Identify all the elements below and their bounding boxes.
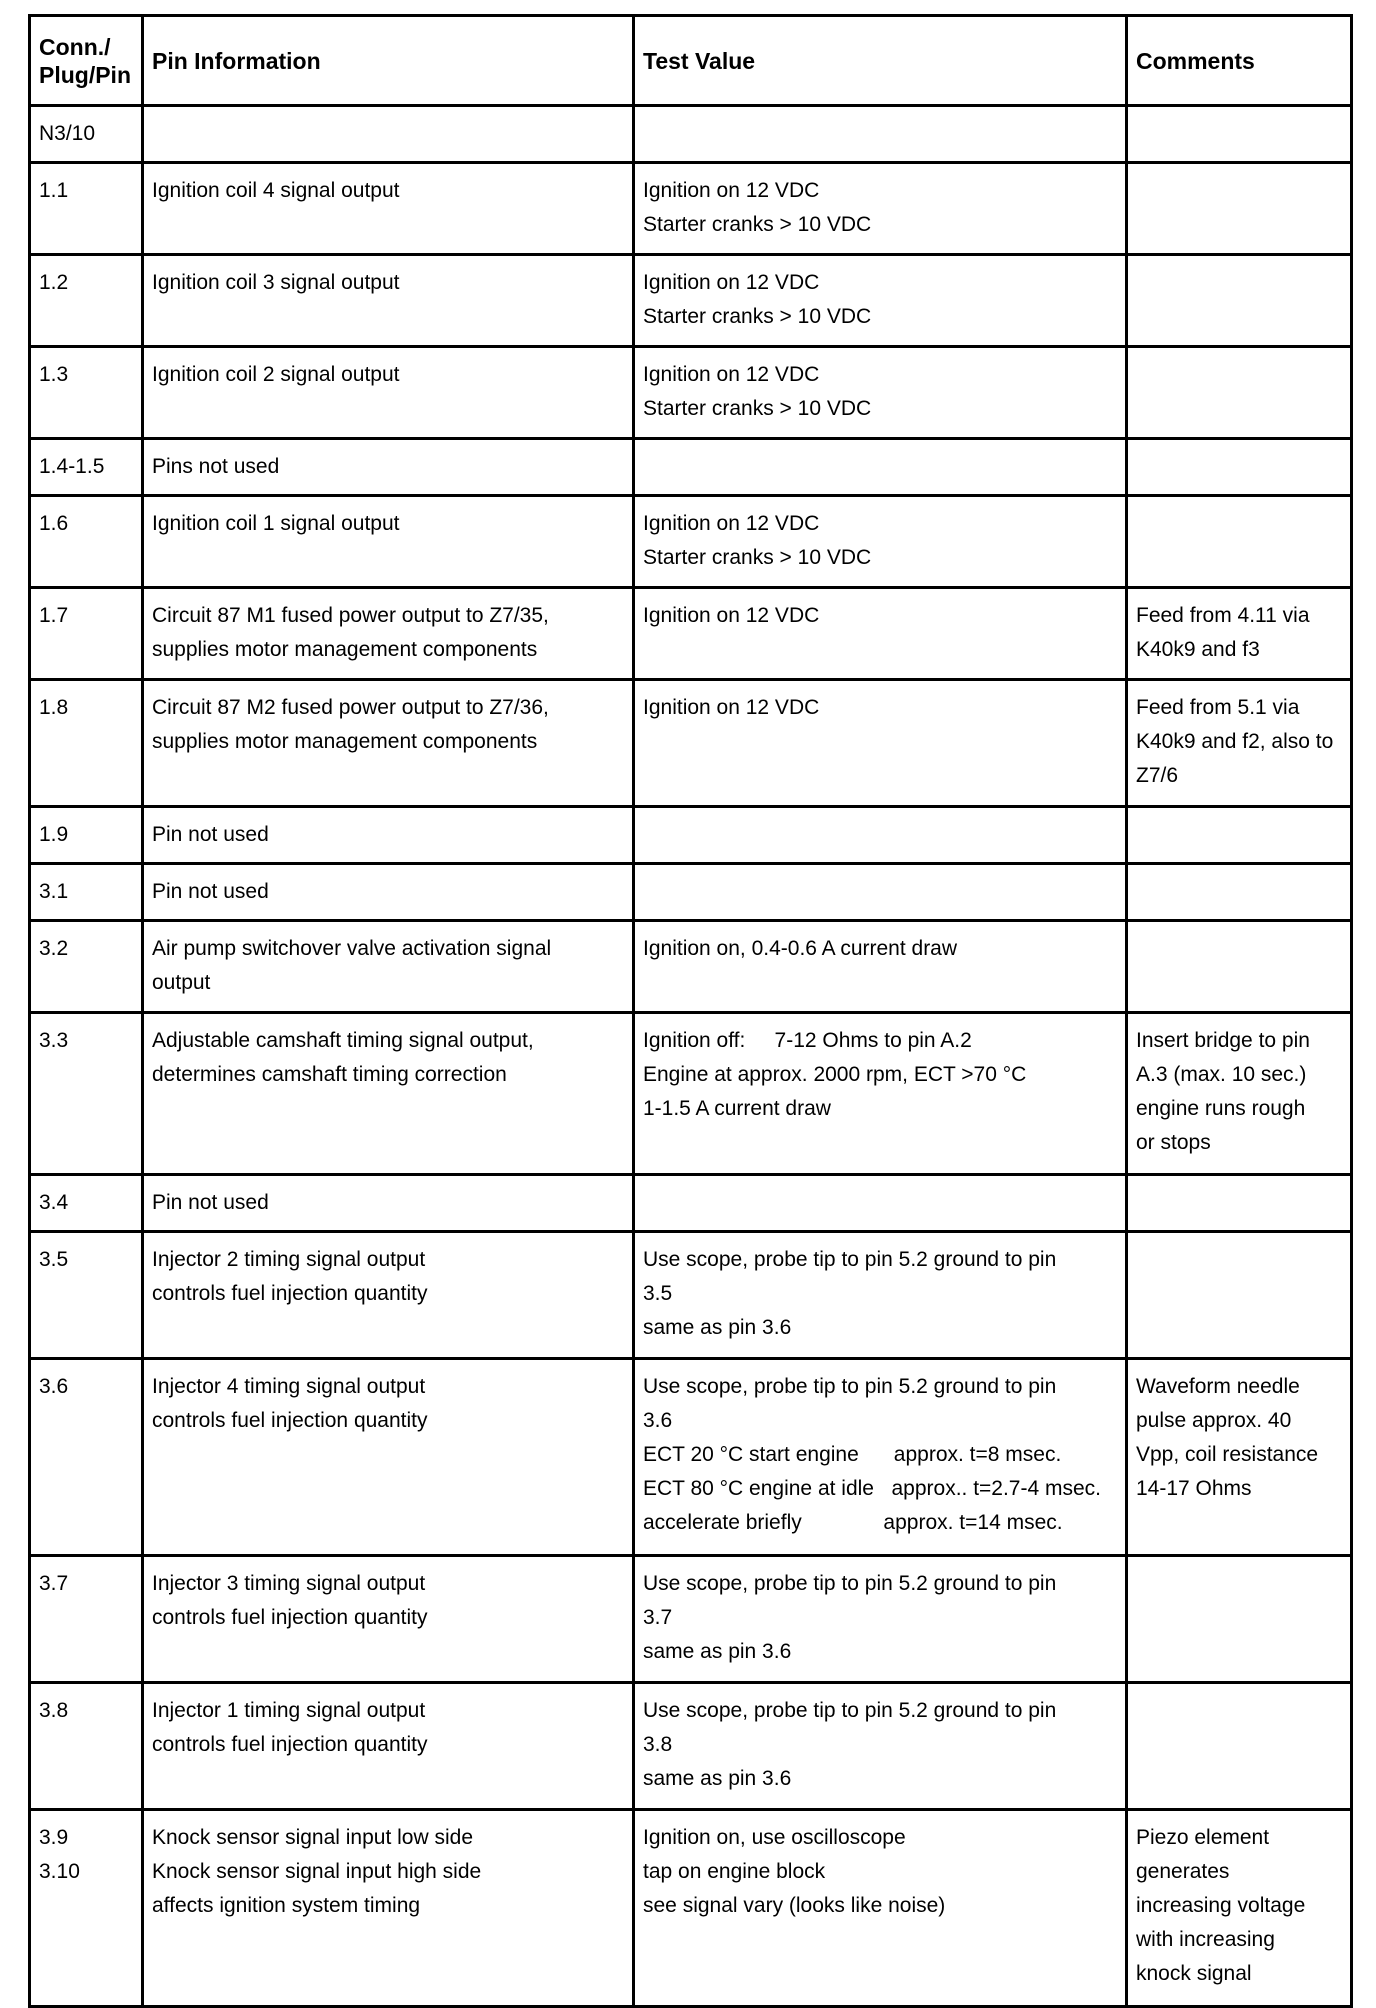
cell-conn-line: 3.1 bbox=[39, 880, 69, 903]
cell-pin-info bbox=[143, 1683, 634, 1810]
cell-pin-info-line: Knock sensor signal input high side bbox=[152, 1860, 482, 1883]
cell-conn-line: 1.1 bbox=[39, 179, 69, 202]
cell-pin-info bbox=[143, 680, 634, 807]
cell-conn bbox=[30, 1810, 143, 2007]
cell-test-value-line: 3.8 bbox=[643, 1733, 673, 1756]
cell-conn bbox=[30, 680, 143, 807]
table-row bbox=[30, 106, 1352, 163]
cell-pin-info bbox=[143, 864, 634, 921]
cell-test-value-line: Use scope, probe tip to pin 5.2 ground to pin bbox=[643, 1572, 1057, 1595]
table-row bbox=[30, 347, 1352, 439]
cell-test-value bbox=[634, 106, 1127, 163]
cell-test-value-line: Ignition on 12 VDC bbox=[643, 271, 820, 294]
cell-conn bbox=[30, 807, 143, 864]
cell-pin-info-line: Injector 3 timing signal output bbox=[152, 1572, 426, 1595]
cell-test-value-line: 3.7 bbox=[643, 1606, 673, 1629]
table-row bbox=[30, 1556, 1352, 1683]
cell-conn-line: 1.2 bbox=[39, 271, 69, 294]
cell-conn-line: 3.8 bbox=[39, 1699, 69, 1722]
cell-comments-line: knock signal bbox=[1136, 1962, 1252, 1985]
cell-comments bbox=[1127, 1683, 1352, 1810]
table-row bbox=[30, 1232, 1352, 1359]
cell-test-value bbox=[634, 1810, 1127, 2007]
table-row bbox=[30, 807, 1352, 864]
cell-test-value-line: Engine at approx. 2000 rpm, ECT >70 °C bbox=[643, 1063, 1027, 1086]
cell-pin-info-line: Injector 2 timing signal output bbox=[152, 1248, 426, 1271]
cell-test-value-line: Ignition on 12 VDC bbox=[643, 512, 820, 535]
cell-comments bbox=[1127, 163, 1352, 255]
cell-comments bbox=[1127, 588, 1352, 680]
cell-conn bbox=[30, 163, 143, 255]
cell-comments-line: increasing voltage bbox=[1136, 1894, 1306, 1917]
cell-conn-line: 3.2 bbox=[39, 937, 69, 960]
cell-test-value bbox=[634, 1683, 1127, 1810]
table-row bbox=[30, 1810, 1352, 2007]
cell-pin-info-line: Pins not used bbox=[152, 455, 280, 478]
cell-pin-info-line: Ignition coil 4 signal output bbox=[152, 179, 400, 202]
cell-conn-line: 3.5 bbox=[39, 1248, 69, 1271]
cell-comments-line: Feed from 5.1 via bbox=[1136, 696, 1300, 719]
header-conn-line-1: Conn./ bbox=[39, 33, 111, 60]
cell-pin-info bbox=[143, 439, 634, 496]
table-row bbox=[30, 1683, 1352, 1810]
cell-test-value-line: tap on engine block bbox=[643, 1860, 826, 1883]
cell-conn-line: 3.6 bbox=[39, 1375, 69, 1398]
cell-test-value bbox=[634, 1232, 1127, 1359]
cell-test-value-line: see signal vary (looks like noise) bbox=[643, 1894, 946, 1917]
cell-comments bbox=[1127, 439, 1352, 496]
cell-pin-info bbox=[143, 255, 634, 347]
cell-conn-line: 1.4-1.5 bbox=[39, 455, 105, 478]
cell-pin-info-line: Ignition coil 1 signal output bbox=[152, 512, 400, 535]
cell-test-value-line: ECT 20 °C start engine approx. t=8 msec. bbox=[643, 1443, 1062, 1466]
cell-test-value bbox=[634, 864, 1127, 921]
cell-test-value-line: Ignition on, use oscilloscope bbox=[643, 1826, 906, 1849]
cell-conn bbox=[30, 496, 143, 588]
cell-comments bbox=[1127, 864, 1352, 921]
cell-conn bbox=[30, 1556, 143, 1683]
cell-test-value-line: Starter cranks > 10 VDC bbox=[643, 397, 872, 420]
cell-conn bbox=[30, 1175, 143, 1232]
cell-comments-line: Waveform needle bbox=[1136, 1375, 1300, 1398]
cell-pin-info-line: Injector 1 timing signal output bbox=[152, 1699, 426, 1722]
cell-test-value-line: same as pin 3.6 bbox=[643, 1767, 792, 1790]
cell-test-value-line: Ignition on 12 VDC bbox=[643, 179, 820, 202]
cell-comments bbox=[1127, 347, 1352, 439]
cell-pin-info-line: Pin not used bbox=[152, 823, 269, 846]
cell-comments bbox=[1127, 1013, 1352, 1175]
cell-comments-line: A.3 (max. 10 sec.) bbox=[1136, 1063, 1307, 1086]
cell-conn bbox=[30, 588, 143, 680]
cell-comments-line: or stops bbox=[1136, 1131, 1211, 1154]
cell-pin-info-line: supplies motor management components bbox=[152, 638, 538, 661]
cell-comments-line: K40k9 and f3 bbox=[1136, 638, 1260, 661]
cell-pin-info bbox=[143, 496, 634, 588]
cell-comments-line: engine runs rough bbox=[1136, 1097, 1306, 1120]
cell-pin-info-line: controls fuel injection quantity bbox=[152, 1282, 428, 1305]
cell-comments-line: Piezo element bbox=[1136, 1826, 1270, 1849]
header-comments: Comments bbox=[1127, 16, 1352, 106]
cell-pin-info-line: controls fuel injection quantity bbox=[152, 1733, 428, 1756]
table-row bbox=[30, 163, 1352, 255]
cell-pin-info-line: Ignition coil 3 signal output bbox=[152, 271, 400, 294]
cell-comments-line: with increasing bbox=[1136, 1928, 1275, 1951]
cell-comments bbox=[1127, 1810, 1352, 2007]
cell-pin-info-line: determines camshaft timing correction bbox=[152, 1063, 507, 1086]
table-row bbox=[30, 255, 1352, 347]
cell-conn bbox=[30, 1013, 143, 1175]
cell-test-value-line: Starter cranks > 10 VDC bbox=[643, 546, 872, 569]
cell-pin-info bbox=[143, 921, 634, 1013]
cell-comments-line: Feed from 4.11 via bbox=[1136, 604, 1310, 627]
cell-comments-line: Vpp, coil resistance bbox=[1136, 1443, 1319, 1466]
cell-comments bbox=[1127, 807, 1352, 864]
cell-test-value-line: Ignition off: 7-12 Ohms to pin A.2 bbox=[643, 1029, 972, 1052]
cell-comments bbox=[1127, 1232, 1352, 1359]
cell-test-value bbox=[634, 921, 1127, 1013]
header-test-value: Test Value bbox=[634, 16, 1127, 106]
table-row bbox=[30, 496, 1352, 588]
cell-pin-info-line: Circuit 87 M1 fused power output to Z7/35, bbox=[152, 604, 549, 627]
cell-pin-info bbox=[143, 1175, 634, 1232]
cell-conn-line: 3.7 bbox=[39, 1572, 69, 1595]
cell-conn bbox=[30, 106, 143, 163]
cell-test-value-line: Ignition on 12 VDC bbox=[643, 696, 820, 719]
cell-conn-line: 3.9 bbox=[39, 1826, 69, 1849]
table-row bbox=[30, 439, 1352, 496]
cell-test-value-line: Starter cranks > 10 VDC bbox=[643, 305, 872, 328]
cell-test-value-line: Starter cranks > 10 VDC bbox=[643, 213, 872, 236]
cell-test-value bbox=[634, 1175, 1127, 1232]
cell-pin-info bbox=[143, 347, 634, 439]
cell-test-value-line: Ignition on, 0.4-0.6 A current draw bbox=[643, 937, 958, 960]
cell-comments bbox=[1127, 1359, 1352, 1556]
cell-test-value-line: Use scope, probe tip to pin 5.2 ground to pin bbox=[643, 1375, 1057, 1398]
cell-test-value-line: Use scope, probe tip to pin 5.2 ground to pin bbox=[643, 1248, 1057, 1271]
cell-pin-info bbox=[143, 1232, 634, 1359]
cell-pin-info-line: Ignition coil 2 signal output bbox=[152, 363, 400, 386]
cell-pin-info bbox=[143, 1359, 634, 1556]
cell-conn-line: 3.4 bbox=[39, 1191, 69, 1214]
table-row bbox=[30, 1175, 1352, 1232]
cell-pin-info-line: Knock sensor signal input low side bbox=[152, 1826, 474, 1849]
cell-test-value-line: same as pin 3.6 bbox=[643, 1316, 792, 1339]
cell-pin-info-line: affects ignition system timing bbox=[152, 1894, 421, 1917]
cell-test-value-line: Use scope, probe tip to pin 5.2 ground to pin bbox=[643, 1699, 1057, 1722]
cell-comments bbox=[1127, 921, 1352, 1013]
table-row bbox=[30, 864, 1352, 921]
cell-conn bbox=[30, 255, 143, 347]
table-row bbox=[30, 680, 1352, 807]
cell-test-value-line: Ignition on 12 VDC bbox=[643, 604, 820, 627]
cell-pin-info-line: Pin not used bbox=[152, 880, 269, 903]
cell-test-value bbox=[634, 807, 1127, 864]
cell-comments bbox=[1127, 1175, 1352, 1232]
cell-test-value bbox=[634, 588, 1127, 680]
cell-pin-info-line: supplies motor management components bbox=[152, 730, 538, 753]
cell-conn bbox=[30, 864, 143, 921]
cell-pin-info-line: Circuit 87 M2 fused power output to Z7/36, bbox=[152, 696, 549, 719]
cell-comments bbox=[1127, 255, 1352, 347]
cell-pin-info-line: controls fuel injection quantity bbox=[152, 1409, 428, 1432]
cell-pin-info-line: Air pump switchover valve activation signal bbox=[152, 937, 552, 960]
cell-test-value bbox=[634, 255, 1127, 347]
cell-comments bbox=[1127, 106, 1352, 163]
header-row bbox=[30, 16, 1352, 106]
cell-conn-line: 1.6 bbox=[39, 512, 69, 535]
cell-conn-line: 1.3 bbox=[39, 363, 69, 386]
cell-conn-line: 1.7 bbox=[39, 604, 69, 627]
cell-test-value bbox=[634, 496, 1127, 588]
cell-comments bbox=[1127, 496, 1352, 588]
cell-pin-info bbox=[143, 807, 634, 864]
cell-conn bbox=[30, 1683, 143, 1810]
cell-pin-info bbox=[143, 1556, 634, 1683]
cell-comments bbox=[1127, 680, 1352, 807]
cell-test-value bbox=[634, 680, 1127, 807]
table-row bbox=[30, 1013, 1352, 1175]
cell-test-value-line: same as pin 3.6 bbox=[643, 1640, 792, 1663]
cell-test-value bbox=[634, 1556, 1127, 1683]
cell-comments-line: Insert bridge to pin bbox=[1136, 1029, 1310, 1052]
header-conn-line-2: Plug/Pin bbox=[39, 61, 131, 88]
cell-comments-line: Z7/6 bbox=[1136, 764, 1179, 787]
cell-conn bbox=[30, 921, 143, 1013]
cell-test-value-line: 3.5 bbox=[643, 1282, 673, 1305]
cell-pin-info-line: Pin not used bbox=[152, 1191, 269, 1214]
cell-conn-line: 1.9 bbox=[39, 823, 69, 846]
header-conn bbox=[30, 16, 143, 106]
cell-pin-info-line: controls fuel injection quantity bbox=[152, 1606, 428, 1629]
table-row bbox=[30, 1359, 1352, 1556]
cell-pin-info-line: output bbox=[152, 971, 211, 994]
cell-comments-line: 14-17 Ohms bbox=[1136, 1477, 1252, 1500]
cell-conn bbox=[30, 347, 143, 439]
header-pin-info: Pin Information bbox=[143, 16, 634, 106]
cell-comments-line: pulse approx. 40 bbox=[1136, 1409, 1292, 1432]
cell-pin-info bbox=[143, 588, 634, 680]
cell-test-value-line: 1-1.5 A current draw bbox=[643, 1097, 831, 1120]
cell-test-value bbox=[634, 439, 1127, 496]
cell-test-value bbox=[634, 1013, 1127, 1175]
cell-test-value-line: ECT 80 °C engine at idle approx.. t=2.7-4 msec. bbox=[643, 1477, 1102, 1500]
cell-conn-line: 1.8 bbox=[39, 696, 69, 719]
pin-table bbox=[28, 14, 1353, 2008]
pin-rows bbox=[30, 106, 1352, 2007]
cell-conn-line: 3.3 bbox=[39, 1029, 69, 1052]
cell-pin-info bbox=[143, 106, 634, 163]
cell-pin-info-line: Adjustable camshaft timing signal output, bbox=[152, 1029, 534, 1052]
cell-pin-info-line: Injector 4 timing signal output bbox=[152, 1375, 426, 1398]
cell-test-value bbox=[634, 1359, 1127, 1556]
table-row bbox=[30, 921, 1352, 1013]
cell-conn bbox=[30, 1359, 143, 1556]
cell-comments-line: K40k9 and f2, also to bbox=[1136, 730, 1334, 753]
cell-pin-info bbox=[143, 1810, 634, 2007]
cell-conn bbox=[30, 439, 143, 496]
cell-test-value-line: accelerate briefly approx. t=14 msec. bbox=[643, 1511, 1063, 1534]
cell-test-value-line: Ignition on 12 VDC bbox=[643, 363, 820, 386]
cell-comments bbox=[1127, 1556, 1352, 1683]
cell-conn-line: 3.10 bbox=[39, 1860, 80, 1883]
cell-test-value bbox=[634, 347, 1127, 439]
cell-pin-info bbox=[143, 163, 634, 255]
cell-conn bbox=[30, 1232, 143, 1359]
cell-comments-line: generates bbox=[1136, 1860, 1230, 1883]
table-row bbox=[30, 588, 1352, 680]
cell-pin-info bbox=[143, 1013, 634, 1175]
cell-test-value bbox=[634, 163, 1127, 255]
cell-test-value-line: 3.6 bbox=[643, 1409, 673, 1432]
cell-conn-line: N3/10 bbox=[39, 122, 96, 145]
